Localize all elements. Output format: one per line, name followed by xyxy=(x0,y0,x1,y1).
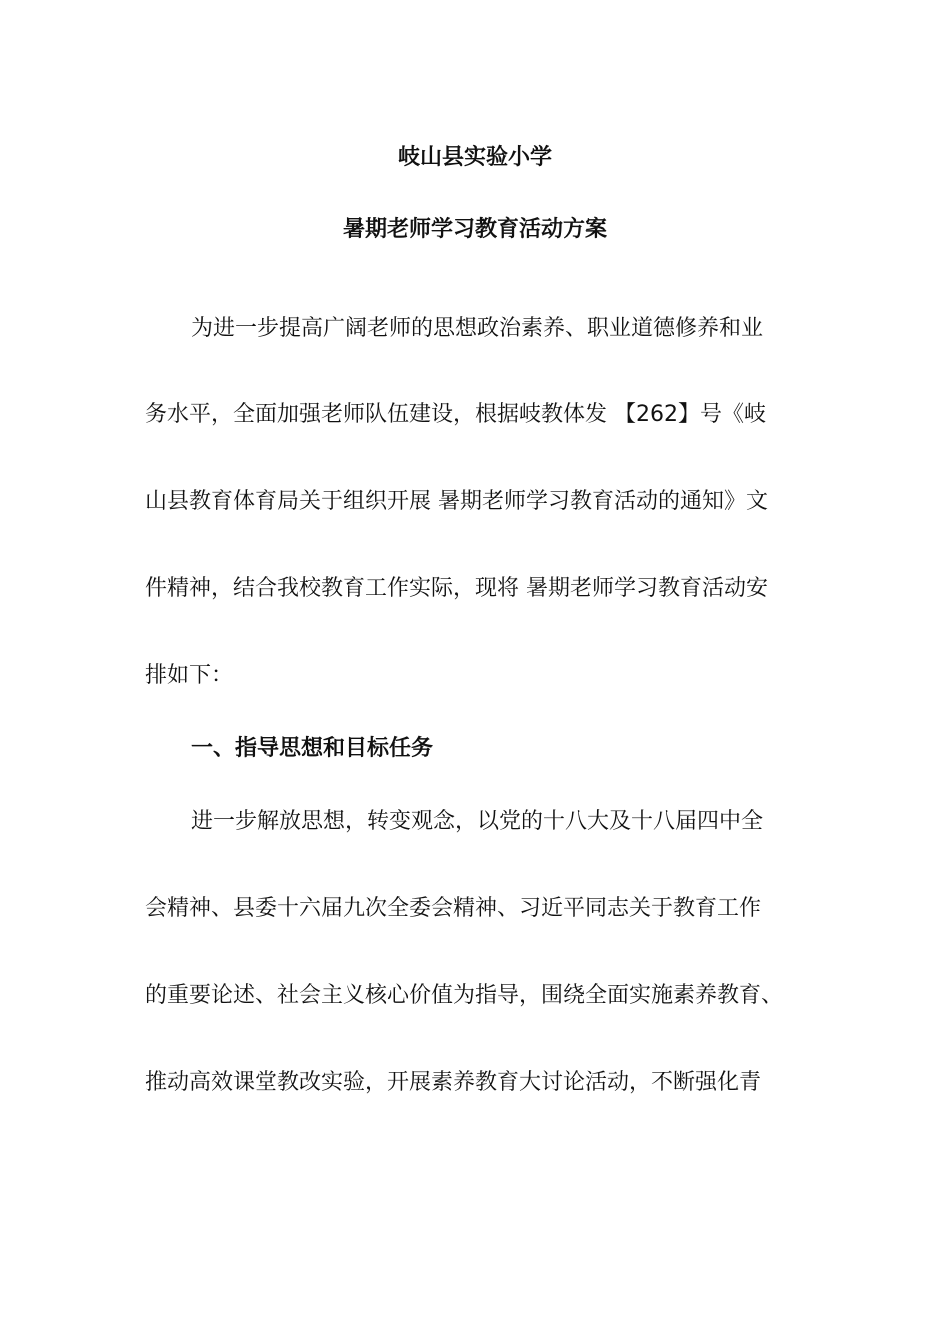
paragraph-line: 山县教育体育局关于组织开展 暑期老师学习教育活动的通知》文 xyxy=(145,489,768,514)
paragraph-line: 排如下： xyxy=(145,663,234,688)
paragraph-line: 务水平，全面加强老师队伍建设，根据岐教体发 【262】号《岐 xyxy=(145,402,766,427)
paragraph-line: 进一步解放思想，转变观念，以党的十八大及十八届四中全 xyxy=(191,809,764,834)
paragraph-line: 的重要论述、社会主义核心价值为指导，围绕全面实施素养教育、 xyxy=(145,983,784,1008)
document-title-school: 岐山县实验小学 xyxy=(397,145,552,170)
paragraph-line: 会精神、县委十六届九次全委会精神、习近平同志关于教育工作 xyxy=(145,896,762,921)
document-title-plan: 暑期老师学习教育活动方案 xyxy=(342,217,607,242)
paragraph-line: 件精神，结合我校教育工作实际，现将 暑期老师学习教育活动安 xyxy=(145,576,768,601)
section-heading: 一、指导思想和目标任务 xyxy=(191,736,434,761)
paragraph-line: 推动高效课堂教改实验，开展素养教育大讨论活动，不断强化青 xyxy=(145,1070,762,1095)
paragraph-line: 为进一步提高广阔老师的思想政治素养、职业道德修养和业 xyxy=(191,316,764,341)
